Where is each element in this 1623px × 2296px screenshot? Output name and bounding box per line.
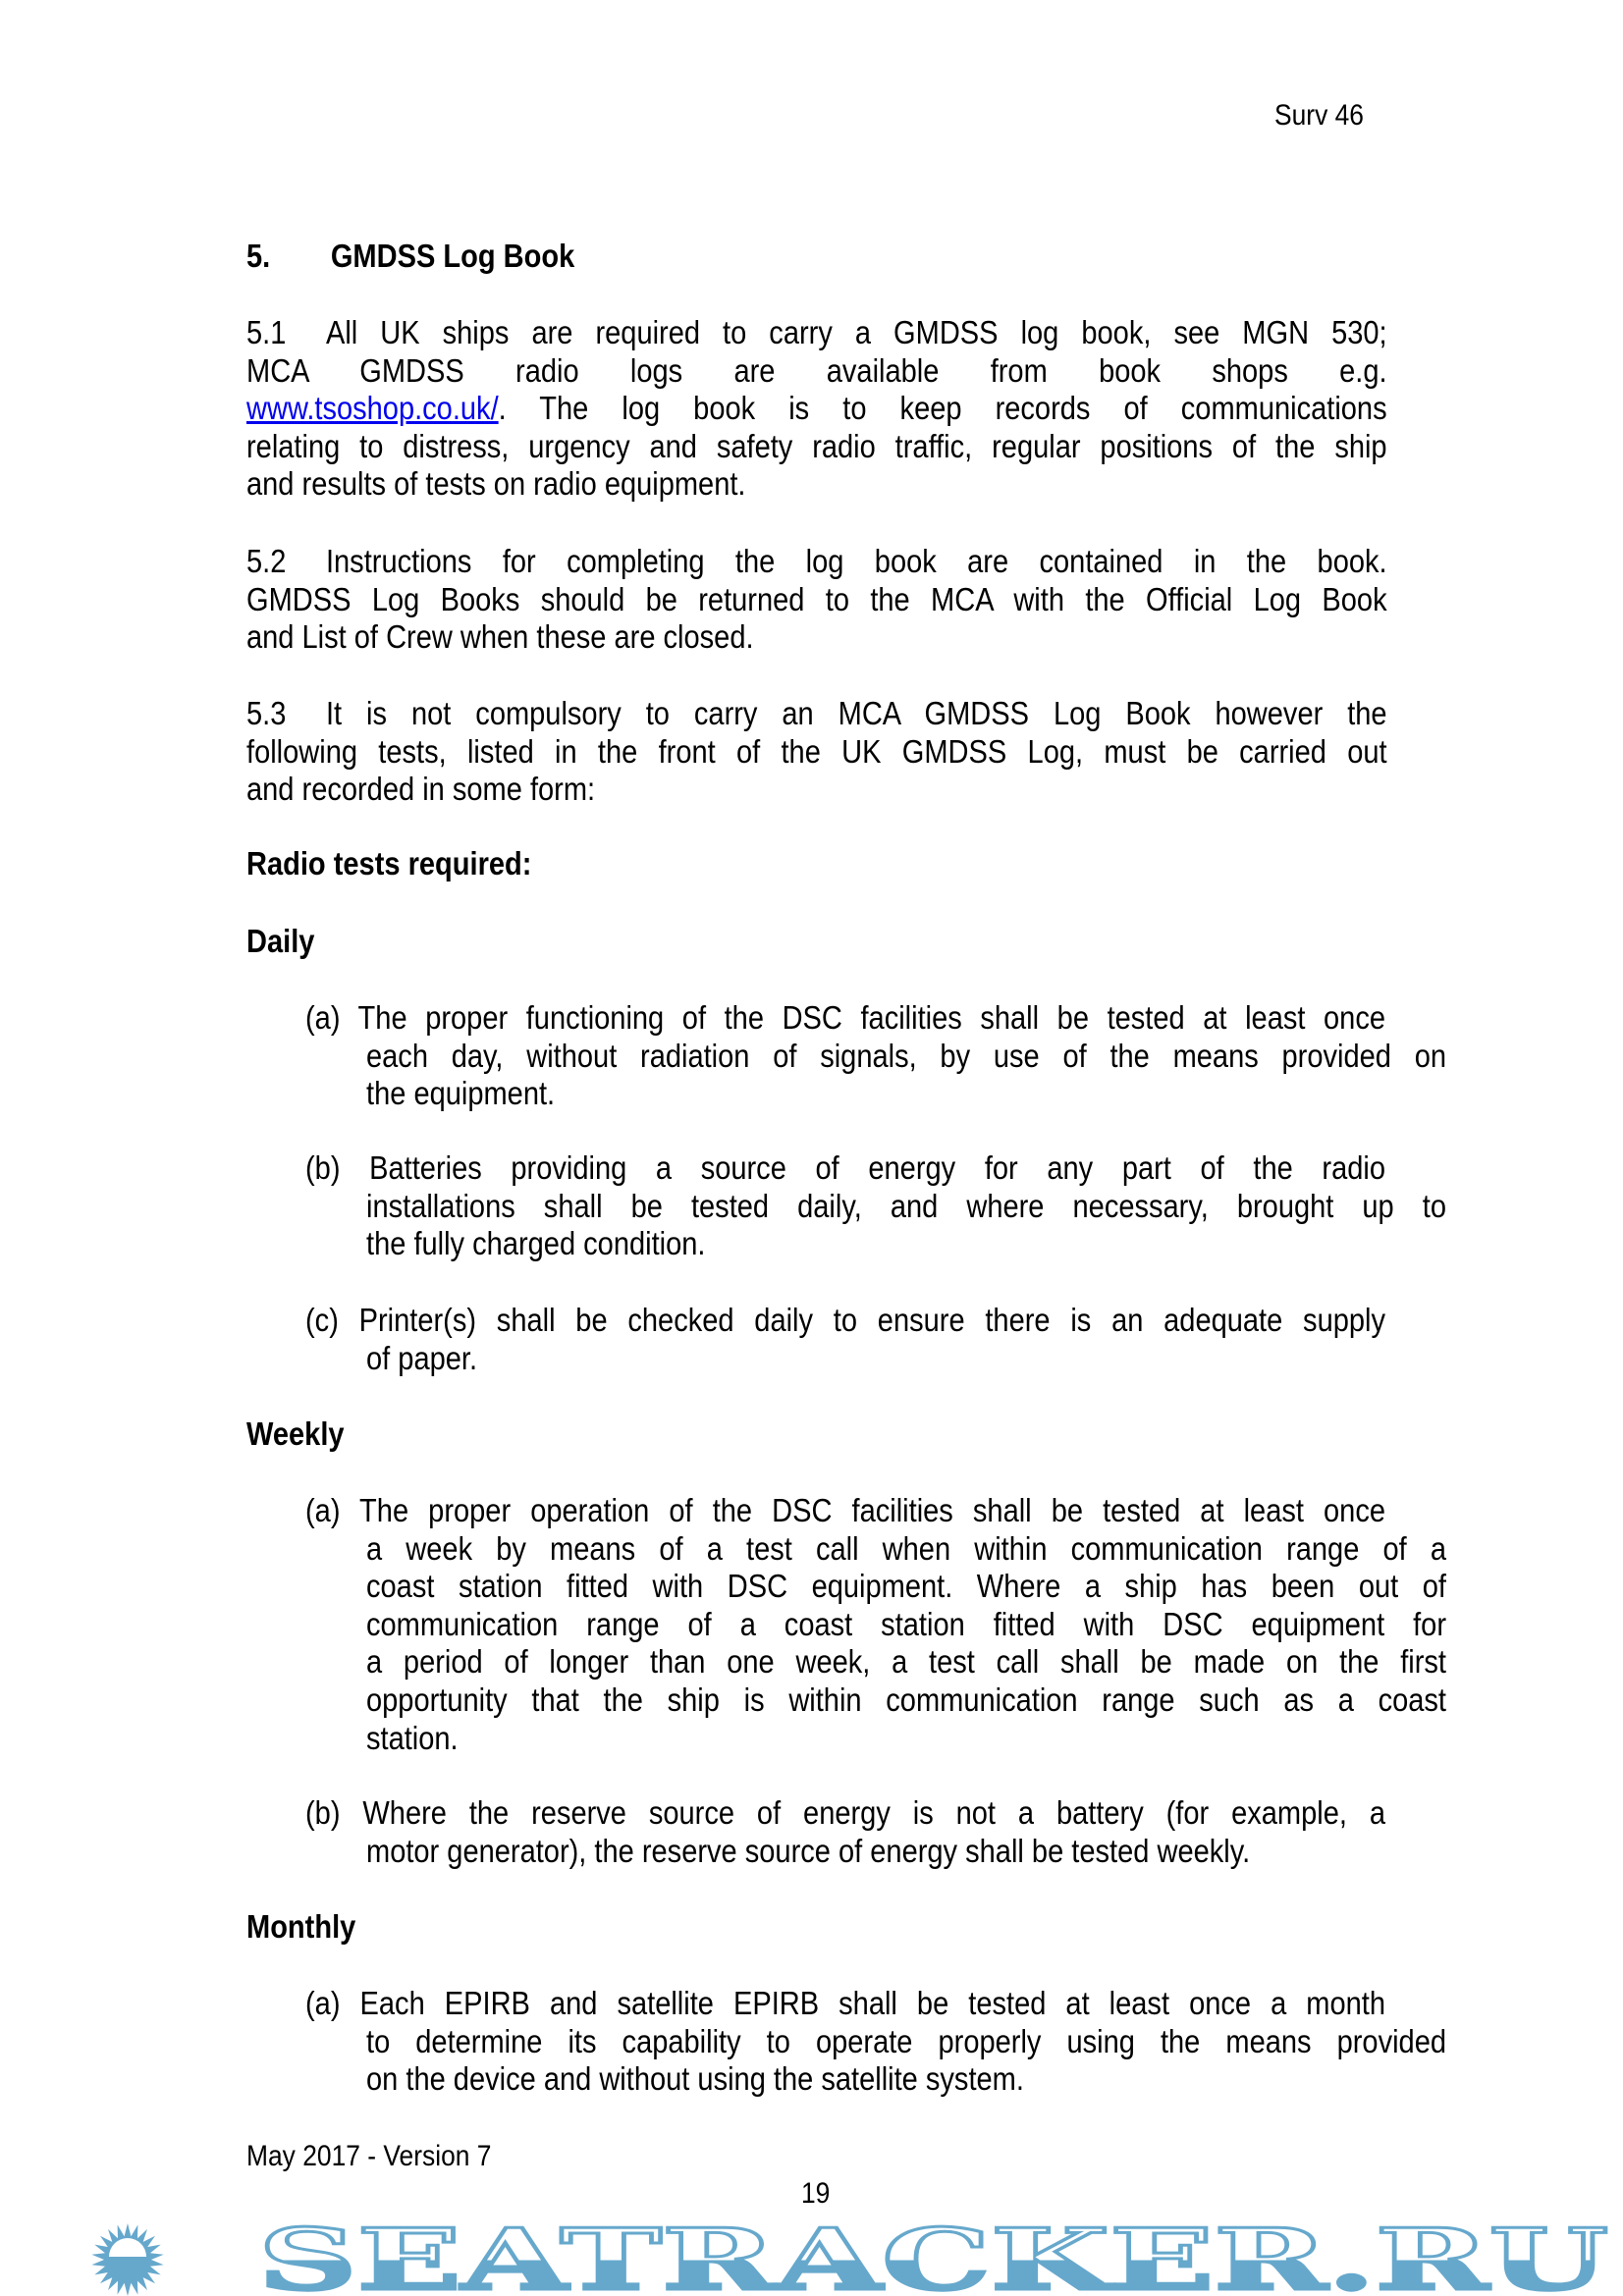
text-line: All UK ships are required to carry a GMDSS log book, see MGN 530; [325,314,1387,350]
weekly-heading: Weekly [246,1415,345,1452]
monthly-item-a [305,1985,1446,2099]
paragraph-5-2 [246,543,1387,657]
text-line: (a) The proper functioning of the DSC facilities shall be tested at least once [305,999,1385,1036]
daily-heading: Daily [246,923,315,959]
daily-item-b [305,1149,1446,1263]
text-line: and recorded in some form: [246,771,596,808]
text-line: a period of longer than one week, a test call shall be made on the first [366,1643,1446,1681]
text-line: the fully charged condition. [366,1225,706,1262]
text-line: opportunity that the ship is within communication range such as a coast [366,1681,1446,1718]
text-line: Instructions for completing the log book are contained in the book. [325,543,1387,579]
text-line: on the device and without using the satellite system. [366,2060,1024,2098]
text-line: (b) Batteries providing a source of energy for any part of the radio [305,1149,1385,1186]
weekly-item-b [305,1794,1446,1870]
text-line: station. [366,1719,459,1756]
section-title: GMDSS Log Book [330,238,575,274]
weekly-item-a [305,1492,1446,1757]
daily-item-c [305,1302,1446,1377]
text-line: motor generator), the reserve source of energy shall be tested weekly. [366,1832,1251,1869]
text-line: the equipment. [366,1075,556,1112]
text-line: installations shall be tested daily, and where necessary, brought up to [366,1187,1446,1224]
text-line: each day, without radiation of signals, by use of the means provided on [366,1037,1446,1074]
paragraph-5-3 [246,695,1387,809]
sun-rays [91,2223,163,2296]
text-line: GMDSS Log Books should be returned to the MCA with the Official Log Book [246,580,1387,617]
radio-tests-heading: Radio tests required: [246,845,532,881]
para-number: 5.3 [246,695,287,731]
text-line: communication range of a coast station fitted with DSC equipment for [366,1605,1446,1642]
text-line: . The log book is to keep records of communications [498,390,1387,427]
text-line: It is not compulsory to carry an MCA GMDSS Log Book however the [325,695,1387,731]
daily-item-a [305,999,1446,1113]
text-line: a week by means of a test call when within communication range of a [366,1529,1446,1567]
footer-version: May 2017 - Version 7 [246,2140,492,2172]
section-heading [246,238,1387,276]
text-line: (b) Where the reserve source of energy is not a battery (for example, a [305,1794,1385,1831]
text-line: MCA GMDSS radio logs are available from book shops e.g. [246,351,1387,389]
para-number: 5.2 [246,543,287,579]
watermark-text: SEATRACKER.RU [258,2220,1608,2296]
sun-logo-icon [91,2223,163,2296]
text-line: following tests, listed in the front of the UK GMDSS Log, must be carried out [246,732,1387,770]
text-line: of paper. [366,1339,478,1376]
doc-reference: Surv 46 [1274,99,1364,132]
text-line: and results of tests on radio equipment. [246,465,746,503]
paragraph-5-1 [246,314,1387,504]
text-line: (c) Printer(s) shall be checked daily to ensure there is an adequate supply [305,1302,1385,1338]
text-line: relating to distress, urgency and safety radio traffic, regular positions of the ship [246,427,1387,464]
text-line: and List of Crew when these are closed. [246,618,754,656]
seatracker-watermark [0,2220,1623,2296]
page-number: 19 [801,2177,831,2210]
text-line: (a) Each EPIRB and satellite EPIRB shall be tested at least once a month [305,1985,1385,2021]
text-line: to determine its capability to operate properly using the means provided [366,2022,1446,2059]
text-line: (a) The proper operation of the DSC facilities shall be tested at least once [305,1492,1385,1528]
monthly-heading: Monthly [246,1908,356,1945]
text-line: coast station fitted with DSC equipment. Where a ship has been out of [366,1568,1446,1605]
para-number: 5.1 [246,314,287,350]
tsoshop-link[interactable]: www.tsoshop.co.uk/ [246,390,499,427]
section-number: 5. [246,238,271,274]
